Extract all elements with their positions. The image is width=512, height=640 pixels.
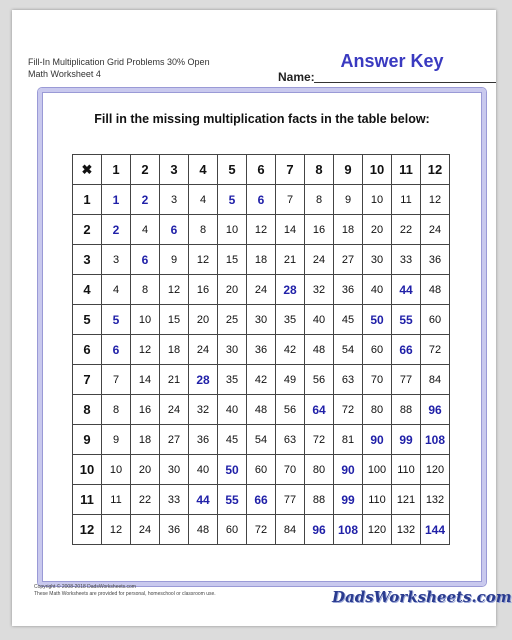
grid-cell: 40 — [218, 395, 247, 425]
grid-cell: 12 — [131, 335, 160, 365]
grid-cell: 63 — [276, 425, 305, 455]
grid-cell: 20 — [131, 455, 160, 485]
grid-cell: 40 — [189, 455, 218, 485]
answer-cell: 5 — [102, 305, 131, 335]
answer-cell: 2 — [131, 185, 160, 215]
row-header: 3 — [73, 245, 102, 275]
grid-cell: 60 — [247, 455, 276, 485]
grid-cell: 20 — [363, 215, 392, 245]
column-header: 7 — [276, 155, 305, 185]
grid-row — [73, 455, 450, 485]
answer-key-label: Answer Key — [340, 51, 444, 71]
answer-cell: 5 — [218, 185, 247, 215]
multiplication-grid — [72, 154, 450, 545]
answer-cell: 99 — [334, 485, 363, 515]
grid-cell: 54 — [334, 335, 363, 365]
grid-cell: 15 — [160, 305, 189, 335]
grid-cell: 30 — [218, 335, 247, 365]
grid-cell: 72 — [334, 395, 363, 425]
title-line-2: Math Worksheet 4 — [28, 69, 101, 79]
grid-cell: 12 — [421, 185, 450, 215]
answer-cell: 6 — [102, 335, 131, 365]
grid-cell: 3 — [160, 185, 189, 215]
answer-cell: 1 — [102, 185, 131, 215]
grid-row — [73, 395, 450, 425]
grid-cell: 11 — [392, 185, 421, 215]
grid-cell: 70 — [363, 365, 392, 395]
grid-cell: 72 — [247, 515, 276, 545]
grid-cell: 18 — [334, 215, 363, 245]
answer-cell: 90 — [334, 455, 363, 485]
grid-cell: 8 — [305, 185, 334, 215]
grid-cell: 40 — [363, 275, 392, 305]
grid-cell: 33 — [392, 245, 421, 275]
grid-cell: 40 — [305, 305, 334, 335]
answer-cell: 96 — [305, 515, 334, 545]
grid-cell: 16 — [305, 215, 334, 245]
grid-cell: 120 — [421, 455, 450, 485]
grid-cell: 36 — [334, 275, 363, 305]
grid-cell: 88 — [305, 485, 334, 515]
answer-cell: 96 — [421, 395, 450, 425]
grid-cell: 24 — [421, 215, 450, 245]
answer-cell: 28 — [276, 275, 305, 305]
copyright-text: Copyright © 2008-2018 DadsWorksheets.com — [34, 584, 136, 590]
grid-cell: 72 — [305, 425, 334, 455]
row-header: 6 — [73, 335, 102, 365]
grid-cell: 3 — [102, 245, 131, 275]
grid-cell: 22 — [392, 215, 421, 245]
grid-cell: 12 — [189, 245, 218, 275]
grid-cell: 33 — [160, 485, 189, 515]
grid-cell: 18 — [160, 335, 189, 365]
grid-cell: 42 — [247, 365, 276, 395]
grid-cell: 60 — [218, 515, 247, 545]
grid-cell: 121 — [392, 485, 421, 515]
grid-cell: 24 — [131, 515, 160, 545]
grid-cell: 21 — [276, 245, 305, 275]
answer-cell: 66 — [392, 335, 421, 365]
answer-cell: 66 — [247, 485, 276, 515]
column-header: 1 — [102, 155, 131, 185]
grid-cell: 9 — [160, 245, 189, 275]
grid-cell: 56 — [276, 395, 305, 425]
grid-cell: 54 — [247, 425, 276, 455]
column-header: 9 — [334, 155, 363, 185]
grid-cell: 77 — [392, 365, 421, 395]
grid-row — [73, 305, 450, 335]
column-header: 6 — [247, 155, 276, 185]
grid-cell: 36 — [189, 425, 218, 455]
answer-cell: 28 — [189, 365, 218, 395]
grid-cell: 20 — [218, 275, 247, 305]
grid-cell: 30 — [363, 245, 392, 275]
grid-cell: 12 — [247, 215, 276, 245]
grid-row — [73, 485, 450, 515]
instructions: Fill in the missing multiplication facts in the table below: — [94, 112, 430, 126]
grid-cell: 84 — [421, 365, 450, 395]
grid-cell: 132 — [392, 515, 421, 545]
grid-cell: 4 — [102, 275, 131, 305]
footer — [34, 584, 294, 598]
row-header: 2 — [73, 215, 102, 245]
grid-cell: 84 — [276, 515, 305, 545]
grid-cell: 18 — [131, 425, 160, 455]
grid-row — [73, 185, 450, 215]
grid-cell: 35 — [276, 305, 305, 335]
answer-cell: 2 — [102, 215, 131, 245]
grid-cell: 45 — [334, 305, 363, 335]
answer-cell: 99 — [392, 425, 421, 455]
grid-row — [73, 425, 450, 455]
grid-cell: 20 — [189, 305, 218, 335]
column-header: 11 — [392, 155, 421, 185]
grid-cell: 48 — [189, 515, 218, 545]
grid-cell: 110 — [392, 455, 421, 485]
grid-row — [73, 365, 450, 395]
grid-cell: 4 — [189, 185, 218, 215]
grid-cell: 10 — [131, 305, 160, 335]
row-header: 11 — [73, 485, 102, 515]
grid-cell: 4 — [131, 215, 160, 245]
column-header: 8 — [305, 155, 334, 185]
answer-cell: 108 — [421, 425, 450, 455]
grid-cell: 30 — [160, 455, 189, 485]
grid-cell: 56 — [305, 365, 334, 395]
answer-cell: 6 — [247, 185, 276, 215]
title-line-1: Fill-In Multiplication Grid Problems 30% Open — [28, 57, 210, 67]
grid-cell: 120 — [363, 515, 392, 545]
worksheet-page — [12, 10, 512, 626]
grid-row — [73, 245, 450, 275]
grid-cell: 49 — [276, 365, 305, 395]
answer-cell: 44 — [392, 275, 421, 305]
row-header: 8 — [73, 395, 102, 425]
grid-cell: 8 — [102, 395, 131, 425]
grid-cell: 11 — [102, 485, 131, 515]
grid-cell: 36 — [421, 245, 450, 275]
grid-cell: 42 — [276, 335, 305, 365]
times-icon: ✖ — [73, 155, 102, 185]
grid-cell: 100 — [363, 455, 392, 485]
answer-cell: 144 — [421, 515, 450, 545]
grid-cell: 10 — [218, 215, 247, 245]
row-header: 12 — [73, 515, 102, 545]
grid-cell: 45 — [218, 425, 247, 455]
grid-cell: 7 — [102, 365, 131, 395]
row-header: 10 — [73, 455, 102, 485]
grid-cell: 60 — [363, 335, 392, 365]
column-header: 12 — [421, 155, 450, 185]
grid-cell: 48 — [421, 275, 450, 305]
name-line — [314, 82, 496, 83]
grid-cell: 7 — [276, 185, 305, 215]
grid-cell: 30 — [247, 305, 276, 335]
grid-cell: 24 — [189, 335, 218, 365]
answer-cell: 90 — [363, 425, 392, 455]
grid-cell: 14 — [276, 215, 305, 245]
grid-row — [73, 275, 450, 305]
grid-cell: 12 — [102, 515, 131, 545]
row-header: 7 — [73, 365, 102, 395]
dadsworksheets-logo: DadsWorksheets.com — [332, 588, 512, 606]
column-header: 10 — [363, 155, 392, 185]
grid-cell: 80 — [305, 455, 334, 485]
grid-cell: 9 — [334, 185, 363, 215]
grid-cell: 24 — [305, 245, 334, 275]
grid-cell: 16 — [189, 275, 218, 305]
grid-row — [73, 335, 450, 365]
grid-cell: 15 — [218, 245, 247, 275]
worksheet-title — [28, 56, 258, 80]
grid-cell: 80 — [363, 395, 392, 425]
answer-cell: 50 — [363, 305, 392, 335]
grid-cell: 10 — [363, 185, 392, 215]
grid-cell: 25 — [218, 305, 247, 335]
column-header: 5 — [218, 155, 247, 185]
grid-cell: 32 — [189, 395, 218, 425]
name-label: Name: — [278, 70, 315, 84]
grid-cell: 22 — [131, 485, 160, 515]
grid-cell: 24 — [160, 395, 189, 425]
grid-cell: 27 — [160, 425, 189, 455]
column-header: 4 — [189, 155, 218, 185]
grid-cell: 24 — [247, 275, 276, 305]
grid-cell: 18 — [247, 245, 276, 275]
grid-cell: 77 — [276, 485, 305, 515]
grid-cell: 36 — [247, 335, 276, 365]
grid-cell: 9 — [102, 425, 131, 455]
answer-cell: 64 — [305, 395, 334, 425]
grid-cell: 110 — [363, 485, 392, 515]
grid-cell: 48 — [305, 335, 334, 365]
answer-cell: 55 — [218, 485, 247, 515]
grid-cell: 48 — [247, 395, 276, 425]
row-header: 5 — [73, 305, 102, 335]
answer-cell: 6 — [160, 215, 189, 245]
row-header: 4 — [73, 275, 102, 305]
grid-cell: 70 — [276, 455, 305, 485]
grid-cell: 27 — [334, 245, 363, 275]
answer-cell: 55 — [392, 305, 421, 335]
grid-cell: 21 — [160, 365, 189, 395]
grid-cell: 8 — [131, 275, 160, 305]
grid-cell: 72 — [421, 335, 450, 365]
grid-header-row — [73, 155, 450, 185]
grid-cell: 8 — [189, 215, 218, 245]
column-header: 2 — [131, 155, 160, 185]
grid-cell: 16 — [131, 395, 160, 425]
usage-notice: These Math Worksheets are provided for personal, homeschool or classroom use. — [34, 591, 216, 597]
answer-cell: 50 — [218, 455, 247, 485]
grid-cell: 132 — [421, 485, 450, 515]
grid-row — [73, 515, 450, 545]
row-header: 9 — [73, 425, 102, 455]
grid-cell: 32 — [305, 275, 334, 305]
column-header: 3 — [160, 155, 189, 185]
grid-cell: 14 — [131, 365, 160, 395]
grid-cell: 88 — [392, 395, 421, 425]
grid-cell: 10 — [102, 455, 131, 485]
grid-row — [73, 215, 450, 245]
answer-cell: 108 — [334, 515, 363, 545]
grid-cell: 35 — [218, 365, 247, 395]
answer-cell: 44 — [189, 485, 218, 515]
grid-cell: 12 — [160, 275, 189, 305]
row-header: 1 — [73, 185, 102, 215]
grid-cell: 36 — [160, 515, 189, 545]
grid-cell: 60 — [421, 305, 450, 335]
answer-cell: 6 — [131, 245, 160, 275]
grid-cell: 81 — [334, 425, 363, 455]
grid-cell: 63 — [334, 365, 363, 395]
